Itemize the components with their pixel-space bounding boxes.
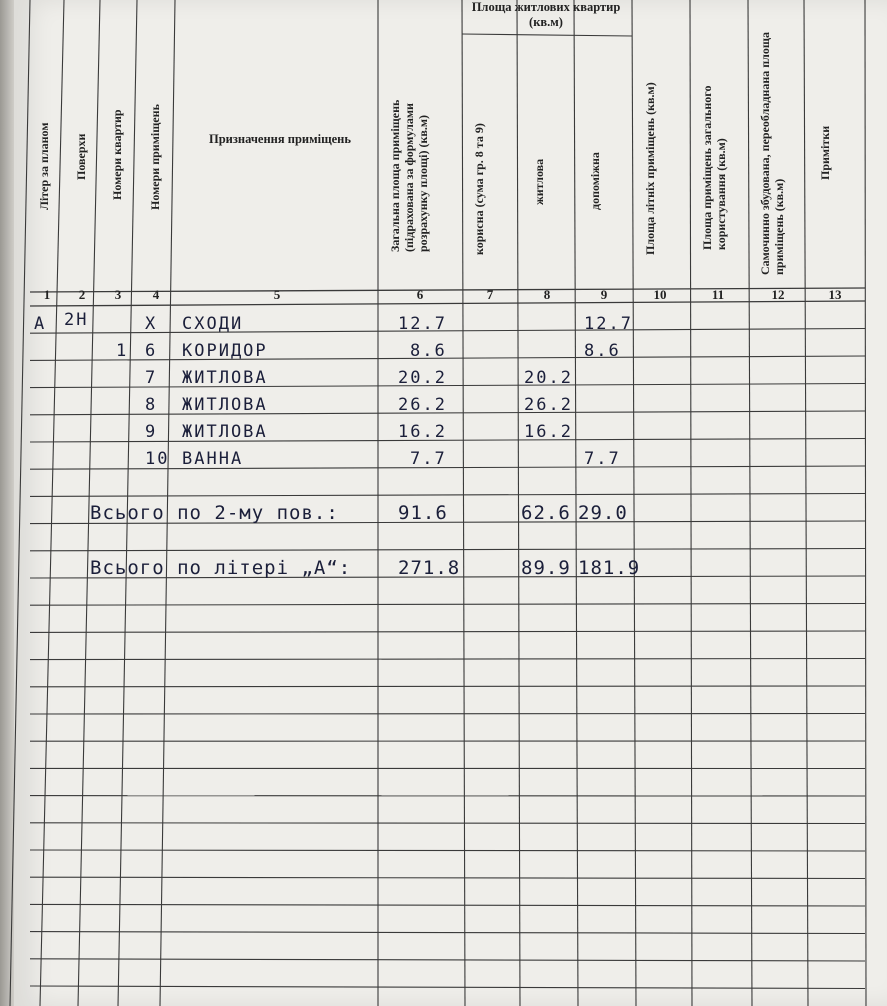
grid-line [632, 0, 636, 1006]
column-number: 12 [771, 287, 785, 302]
cell-apartment: 1 [116, 341, 129, 361]
cell-room: 7 [145, 368, 158, 388]
cell-total-area: 20.2 [398, 368, 447, 388]
column-number: 11 [711, 287, 725, 302]
column-number: 8 [543, 287, 551, 302]
cell-room: 10 [145, 449, 170, 469]
grid-line [30, 932, 865, 934]
cell-total-area: 7.7 [410, 449, 447, 469]
header-aux: допоміжна [588, 152, 602, 210]
totals-total-area: 91.6 [398, 502, 448, 524]
totals-label: Всього по літері „А“: [90, 557, 352, 579]
header-notes: Примітки [818, 125, 832, 180]
grid-line [30, 714, 865, 715]
cell-purpose: ЖИТЛОВА [182, 368, 268, 388]
cell-purpose: СХОДИ [182, 314, 244, 334]
cell-aux: 8.6 [584, 341, 621, 361]
totals-living: 62.6 [521, 502, 571, 524]
column-number: 2 [78, 287, 86, 302]
column-number: 6 [416, 287, 424, 302]
cell-total-area: 26.2 [398, 395, 447, 415]
column-number: 3 [114, 287, 122, 302]
header-useful: корисна (сума гр. 8 та 9) [472, 123, 486, 255]
cell-living: 26.2 [524, 395, 573, 415]
grid-line [865, 0, 866, 1006]
header-floors: Поверхи [74, 133, 88, 180]
header-common: Площа приміщень загального користування (кв.м) [700, 85, 728, 250]
grid-line [30, 823, 865, 824]
cell-aux: 7.7 [584, 449, 621, 469]
header-unauthorized: Самочинно збудована, переобладнана площа приміщень (кв.м) [758, 31, 786, 275]
cell-room: 9 [145, 422, 158, 442]
header-liter: Літер за планом [37, 122, 51, 210]
grid-line [30, 686, 865, 687]
cell-purpose: КОРИДОР [182, 341, 268, 361]
column-number: 13 [828, 287, 842, 302]
totals-label: Всього по 2-му пов.: [90, 502, 339, 524]
grid-line [30, 604, 865, 606]
grid-line [30, 986, 865, 989]
cell-purpose: ВАННА [182, 449, 244, 469]
grid-line [30, 549, 865, 551]
cell-liter: А [34, 314, 47, 334]
grid-line [517, 0, 520, 1006]
header-rooms: Номери приміщень [148, 104, 162, 210]
header-purpose: Призначення приміщень [209, 132, 351, 146]
grid-line [30, 904, 865, 906]
grid-line [30, 850, 865, 851]
grid-line [690, 0, 692, 1006]
cell-purpose: ЖИТЛОВА [182, 395, 268, 415]
column-number: 5 [273, 287, 281, 302]
column-number: 10 [653, 287, 667, 302]
totals-aux: 29.0 [578, 502, 628, 524]
header-living-group: Площа житлових квартир (кв.м) [471, 0, 621, 29]
grid-line [30, 877, 865, 878]
cell-living: 20.2 [524, 368, 573, 388]
cell-living: 16.2 [524, 422, 573, 442]
grid-line [30, 659, 865, 660]
grid-line [30, 631, 865, 632]
column-number: 1 [43, 287, 51, 302]
cell-room: 8 [145, 395, 158, 415]
cell-total-area: 8.6 [410, 341, 447, 361]
column-number: 4 [152, 287, 160, 302]
cell-room: 6 [145, 341, 158, 361]
column-number: 9 [600, 287, 608, 302]
cell-total-area: 12.7 [398, 314, 447, 334]
header-living: житлова [532, 158, 546, 205]
cell-total-area: 16.2 [398, 422, 447, 442]
grid-line [30, 959, 865, 961]
totals-aux: 181.9 [578, 557, 641, 579]
grid-line [748, 0, 752, 1006]
column-number: 7 [486, 287, 494, 302]
cell-purpose: ЖИТЛОВА [182, 422, 268, 442]
grid-line [462, 34, 632, 36]
cell-room: Х [145, 314, 158, 334]
grid-line [462, 0, 465, 1006]
header-apartments: Номери квартир [110, 109, 124, 200]
totals-total-area: 271.8 [398, 557, 461, 579]
cell-aux: 12.7 [584, 314, 633, 334]
cell-floor: 2Н [64, 310, 89, 330]
grid-line [30, 494, 865, 497]
grid-line [10, 0, 30, 1006]
header-total-area: Загальна площа приміщень (підрахована за формулами розрахунку площі) (кв.м) [388, 99, 430, 252]
totals-living: 89.9 [521, 557, 571, 579]
header-summer: Площа літніх приміщень (кв.м) [643, 82, 657, 255]
